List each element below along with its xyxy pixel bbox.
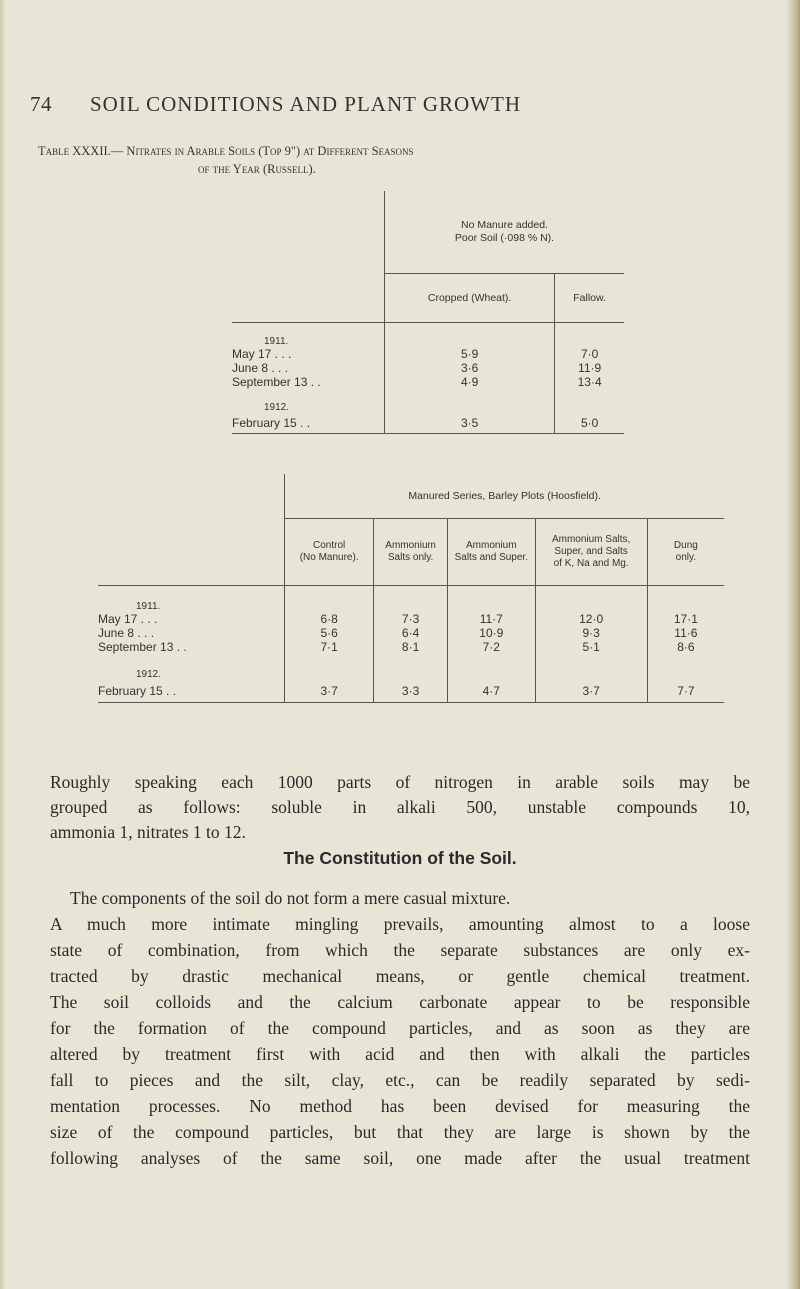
nitrates-table-unmanured [232,191,624,434]
row-label: June 8 . . . [232,361,289,375]
table-cell: 3·5 [385,413,555,434]
table-cell: 7·2 [448,640,535,654]
text-line: grouped as follows: soluble in alkali 500, unstable compounds 10, [50,797,750,817]
row-label: May 17 . . . [232,347,292,361]
table-row [98,680,724,703]
table-caption [38,142,738,178]
text-line: altered by treatment first with acid and then with alkali the particles [50,1044,750,1064]
col-header-control: Control (No Manure). [285,519,374,586]
year-label: 1912. [136,669,162,680]
col-header-dung: Dung only. [647,519,724,586]
table-cell: 7·1 [285,640,374,654]
col-header-ammonium-salts: Ammonium Salts only. [374,519,448,586]
section-heading: The Constitution of the Soil. [283,848,517,868]
table-cell: 5·6 [285,626,374,640]
year-row [232,389,624,413]
row-label: September 13 . . [232,375,321,389]
year-row [98,586,724,613]
text-line: ammonia 1, nitrates 1 to 12. [50,822,246,842]
table-cell: 5·9 [385,347,555,361]
table-cell: 7·0 [555,347,624,361]
text-line: following analyses of the same soil, one made after the usual treatment [50,1148,750,1168]
text-line: for the formation of the compound particles, and as soon as they are [50,1018,750,1038]
table-row [232,361,624,375]
table-cell: 3·7 [535,680,647,703]
table-cell: 9·3 [535,626,647,640]
caption-line-2: of the Year (Russell). [198,162,316,176]
row-label: February 15 . . [98,680,285,703]
table-cell: 3·3 [374,680,448,703]
text-line: mentation processes. No method has been devised for measuring the [50,1096,750,1116]
page-edge-left [0,0,6,1289]
nitrogen-paragraph [50,770,750,845]
row-label: June 8 . . . [98,626,155,640]
year-label: 1911. [136,601,161,612]
year-row [232,323,624,348]
table-cell: 3·7 [285,680,374,703]
table-row [98,640,724,654]
text-line: A much more intimate mingling prevails, amounting almost to a loose [50,914,750,934]
col-header-fallow: Fallow. [555,274,624,323]
table-cell: 7·7 [647,680,724,703]
table-cell: 5·0 [555,413,624,434]
table-cell: 13·4 [555,375,624,389]
table-cell: 5·1 [535,640,647,654]
text-line: The components of the soil do not form a mere casual mixture. [70,888,511,908]
caption-line-1: Table XXXII.— Nitrates in Arable Soils (Top 9") at Different Seasons [38,144,414,158]
group-header-manured: Manured Series, Barley Plots (Hoosfield). [285,474,724,519]
table-cell: 3·6 [385,361,555,375]
table-cell: 8·6 [647,640,724,654]
text-line: The soil colloids and the calcium carbonate appear to be responsible [50,992,750,1012]
group-header-line-2: Poor Soil (·098 % N). [454,232,555,244]
group-header-line-1: No Manure added. [461,219,548,231]
running-title: SOIL CONDITIONS AND PLANT GROWTH [90,92,521,116]
table-cell: 7·3 [374,612,448,626]
year-label: 1911. [264,336,289,347]
running-header [30,92,750,122]
table-cell: 11·7 [448,612,535,626]
table-cell: 17·1 [647,612,724,626]
table-cell: 4·7 [448,680,535,703]
col-header-ammonium-super: Ammonium Salts and Super. [448,519,535,586]
col-header-ammonium-salts-super-k-na-mg: Ammonium Salts, Super, and Salts of K, Na and Mg. [535,519,647,586]
year-label: 1912. [264,402,290,413]
page-edge-right [786,0,800,1289]
text-line: Roughly speaking each 1000 parts of nitrogen in arable soils may be [50,772,750,792]
text-line: fall to pieces and the silt, clay, etc., can be readily separated by sedi- [50,1070,750,1090]
table-cell: 10·9 [448,626,535,640]
stub-header-empty [98,474,285,586]
row-label: May 17 . . . [98,612,158,626]
group-header-no-manure [385,191,625,274]
table-cell: 11·9 [555,361,624,375]
text-line: size of the compound particles, but that they are large is shown by the [50,1122,750,1142]
table-row [232,347,624,361]
table-cell: 4·9 [385,375,555,389]
constitution-paragraph [50,885,750,1171]
stub-header-empty [232,191,385,323]
nitrates-table-manured [98,474,724,703]
table-row [98,626,724,640]
text-line: state of combination, from which the separate substances are only ex- [50,940,750,960]
row-label: September 13 . . [98,640,187,654]
table-cell: 6·8 [285,612,374,626]
table-cell: 12·0 [535,612,647,626]
table-row [98,612,724,626]
table-row [232,375,624,389]
year-row [98,654,724,680]
table-cell: 8·1 [374,640,448,654]
page-number: 74 [30,92,52,116]
col-header-cropped: Cropped (Wheat). [385,274,555,323]
table-row [232,413,624,434]
table-cell: 6·4 [374,626,448,640]
table-cell: 11·6 [647,626,724,640]
text-line: tracted by drastic mechanical means, or gentle chemical treatment. [50,966,750,986]
row-label: February 15 . . [232,413,385,434]
